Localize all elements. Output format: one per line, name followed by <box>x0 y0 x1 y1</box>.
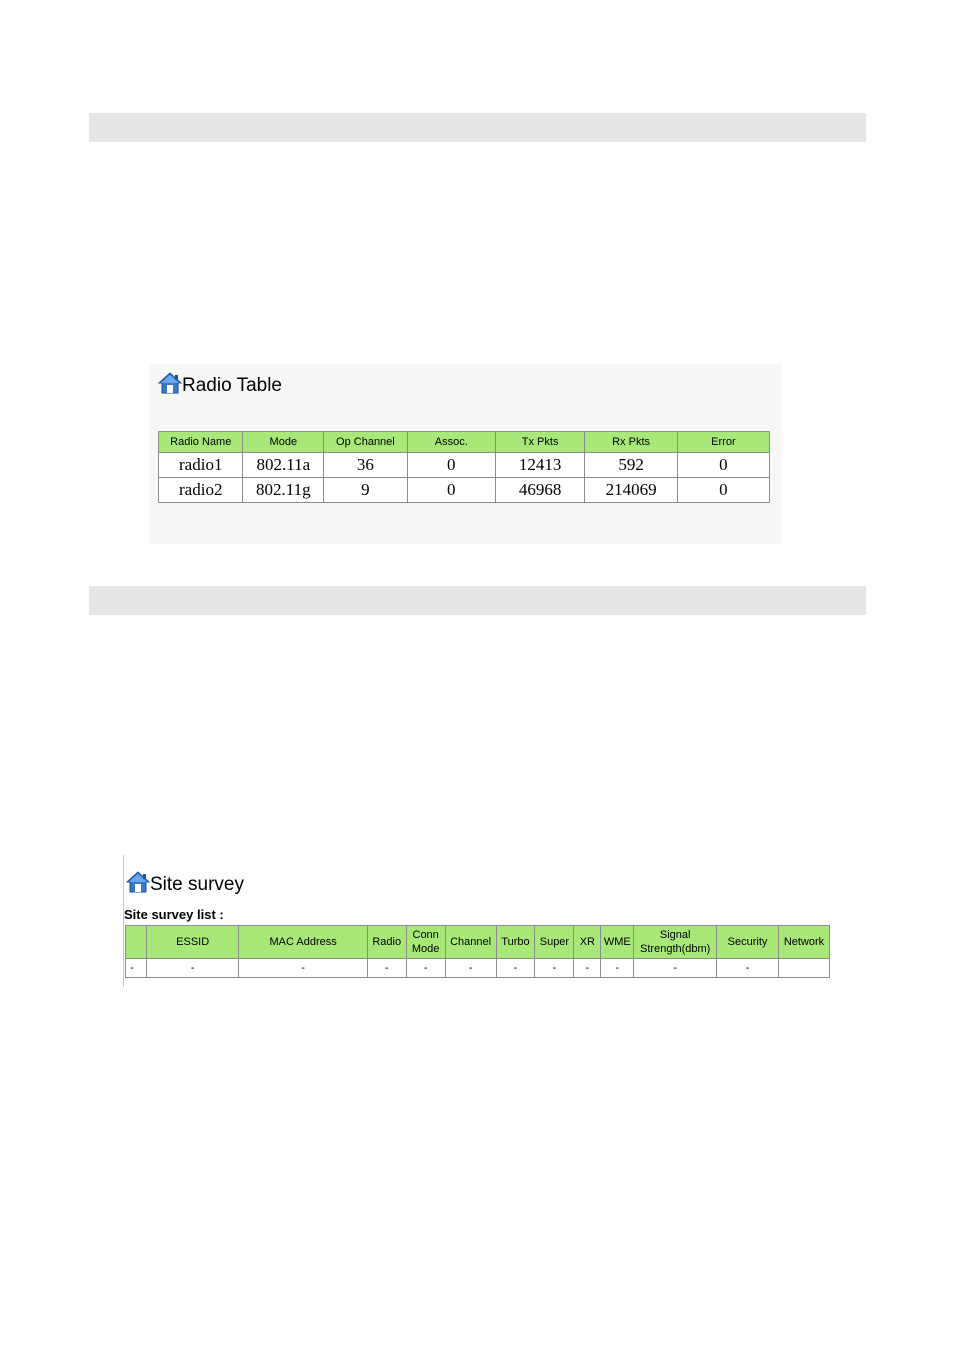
table-cell: - <box>367 959 406 978</box>
table-cell: radio1 <box>159 453 243 478</box>
table-cell: 36 <box>324 453 407 478</box>
column-header: MAC Address <box>239 926 367 959</box>
column-header: Assoc. <box>407 432 495 453</box>
table-cell: 0 <box>677 478 769 503</box>
table-cell: - <box>445 959 496 978</box>
column-header: Channel <box>445 926 496 959</box>
table-cell: - <box>239 959 367 978</box>
table-cell: - <box>601 959 634 978</box>
table-cell: radio2 <box>159 478 243 503</box>
site-survey-table <box>125 925 830 978</box>
site-survey-header-row <box>126 926 830 959</box>
radio-table-panel <box>149 364 781 544</box>
radio-table-title: Radio Table <box>182 375 283 396</box>
column-header: Radio <box>367 926 406 959</box>
table-cell: 592 <box>585 453 677 478</box>
home-icon <box>126 871 150 899</box>
table-row <box>126 959 830 978</box>
radio-table-header-row <box>159 432 770 453</box>
column-header <box>126 926 147 959</box>
column-header: Error <box>677 432 769 453</box>
column-header: Tx Pkts <box>495 432 584 453</box>
table-cell: 0 <box>677 453 769 478</box>
section-bar-2 <box>89 586 866 615</box>
site-survey-panel <box>123 855 836 987</box>
table-cell: - <box>574 959 601 978</box>
table-cell: 12413 <box>495 453 584 478</box>
table-row <box>159 478 770 503</box>
table-cell: 0 <box>407 453 495 478</box>
column-header: Super <box>535 926 574 959</box>
table-cell: - <box>496 959 535 978</box>
table-cell: - <box>717 959 779 978</box>
column-header: Rx Pkts <box>585 432 677 453</box>
table-cell: 46968 <box>495 478 584 503</box>
table-cell: - <box>146 959 239 978</box>
table-cell <box>778 959 829 978</box>
column-header: Mode <box>243 432 324 453</box>
home-icon <box>158 372 182 400</box>
column-header: Radio Name <box>159 432 243 453</box>
column-header: Network <box>778 926 829 959</box>
column-header: ESSID <box>146 926 239 959</box>
table-cell: 9 <box>324 478 407 503</box>
site-survey-heading <box>126 871 244 899</box>
site-survey-list-label: Site survey list : <box>124 907 224 922</box>
column-header: Op Channel <box>324 432 407 453</box>
column-header: Signal Strength(dbm) <box>634 926 717 959</box>
radio-table-heading <box>158 372 282 400</box>
table-cell: 802.11a <box>243 453 324 478</box>
column-header: Security <box>717 926 779 959</box>
table-cell: - <box>535 959 574 978</box>
table-cell: - <box>634 959 717 978</box>
column-header: WME <box>601 926 634 959</box>
radio-table <box>158 431 770 503</box>
column-header: Turbo <box>496 926 535 959</box>
table-row <box>159 453 770 478</box>
section-bar-1 <box>89 113 866 142</box>
table-cell: - <box>406 959 445 978</box>
column-header: XR <box>574 926 601 959</box>
column-header: Conn Mode <box>406 926 445 959</box>
site-survey-title: Site survey <box>150 874 244 895</box>
table-cell: 802.11g <box>243 478 324 503</box>
table-cell: - <box>126 959 147 978</box>
table-cell: 0 <box>407 478 495 503</box>
table-cell: 214069 <box>585 478 677 503</box>
